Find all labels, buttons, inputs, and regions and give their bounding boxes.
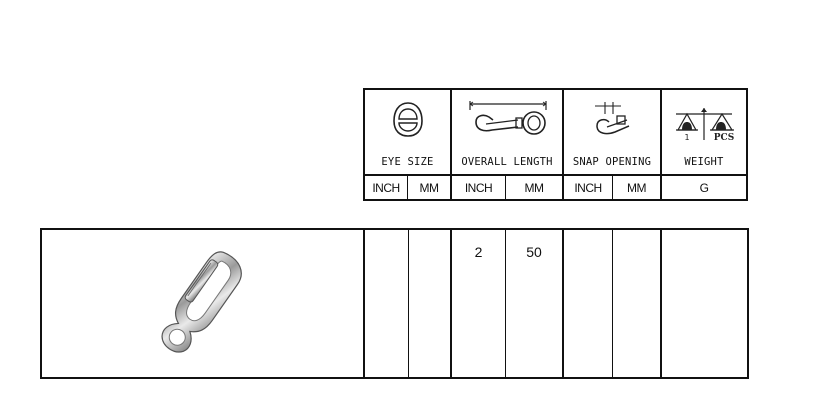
overall-length-inch-cell: 2 bbox=[474, 244, 483, 260]
divider bbox=[660, 230, 662, 377]
divider bbox=[612, 230, 613, 377]
product-row bbox=[40, 228, 749, 379]
scale-icon bbox=[672, 100, 736, 144]
eye-ring-icon bbox=[391, 100, 425, 140]
overall-length-mm-unit: MM bbox=[524, 181, 544, 195]
weight-g-unit: G bbox=[699, 181, 709, 195]
overall-length-header bbox=[452, 90, 562, 174]
overall-length-mm-cell: 50 bbox=[526, 244, 542, 260]
overall-length-inch-unit: INCH bbox=[464, 181, 493, 195]
overall-length-label: OVERALL LENGTH bbox=[461, 156, 553, 168]
weight-header bbox=[662, 90, 746, 174]
snap-opening-label: SNAP OPENING bbox=[572, 156, 652, 168]
spec-header-table bbox=[363, 88, 748, 201]
eye-size-header bbox=[365, 90, 450, 174]
divider bbox=[562, 230, 564, 377]
scale-icon-qty: 1 bbox=[684, 133, 690, 142]
product-image-cell bbox=[42, 230, 363, 377]
snap-opening-mm-unit: MM bbox=[627, 181, 646, 195]
snap-opening-header bbox=[564, 90, 660, 174]
eye-size-mm-unit: MM bbox=[419, 181, 439, 195]
snap-opening-inch-unit: INCH bbox=[574, 181, 602, 195]
eye-size-label: EYE SIZE bbox=[381, 156, 434, 168]
divider bbox=[408, 230, 409, 377]
spring-snap-carabiner-icon bbox=[138, 244, 268, 364]
scale-icon-unit: PCS bbox=[713, 133, 735, 143]
eye-size-inch-unit: INCH bbox=[372, 181, 400, 195]
divider bbox=[363, 230, 365, 377]
weight-label: WEIGHT bbox=[684, 156, 724, 168]
snap-hook-length-icon bbox=[462, 100, 552, 144]
snap-opening-icon bbox=[587, 100, 637, 144]
